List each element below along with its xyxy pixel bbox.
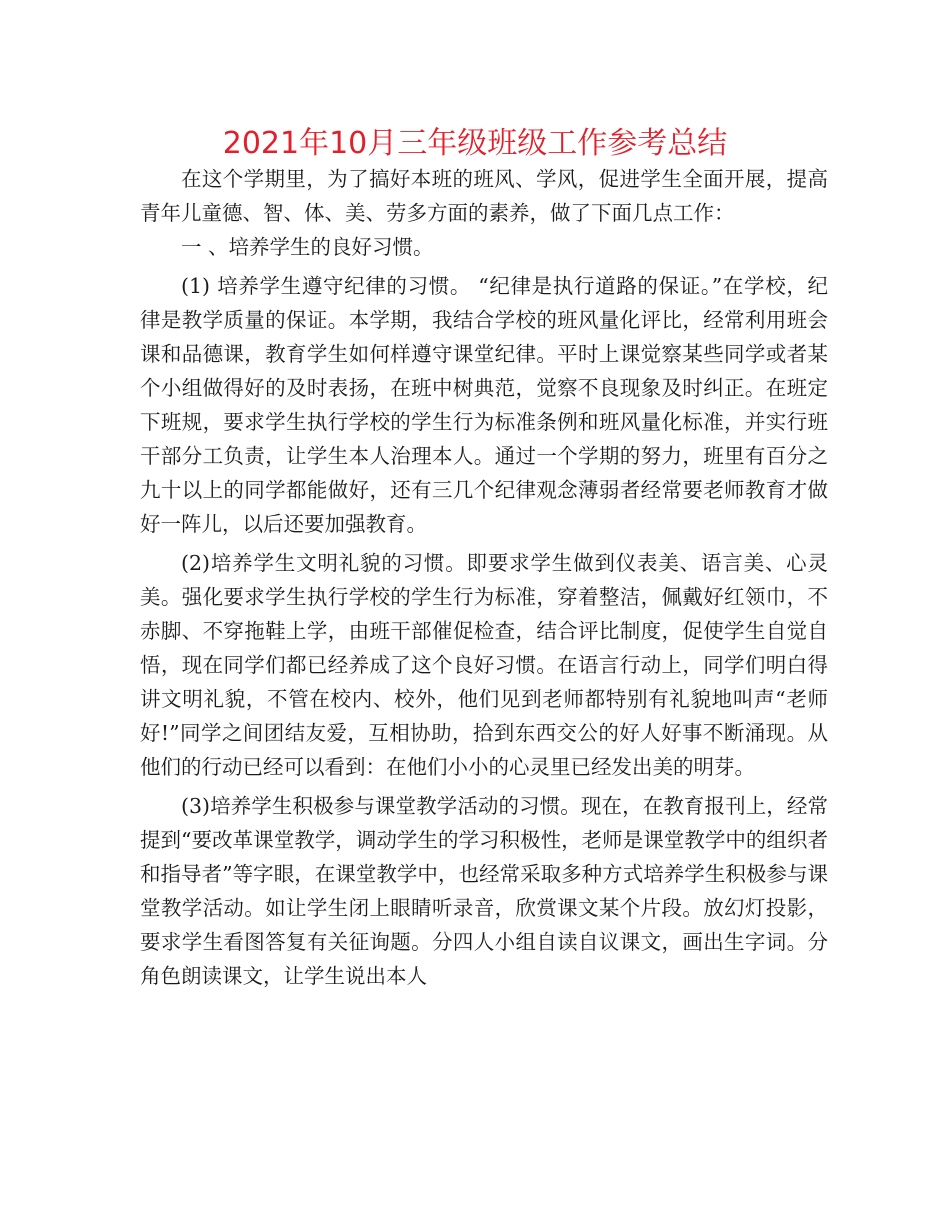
discipline-paragraph: (1) 培养学生遵守纪律的习惯。 “纪律是执行道路的保证。”在学校，纪律是教学质量的保证。本学期，我结合学校的班风量化评比，经常利用班会课和品德课，教育学生如何样遵守课堂纪律。平时上课觉察某些同学或者某个小组做得好的及时表扬，在班中树典范，觉察不良现象及时纠正。在班定下班规，要求学生执行学校的学生行为标准条例和班风量化标准，并实行班干部分工负责，让学生本人治理本人。通过一个学期的努力，班里有百分之九十以上的同学都能做好，还有三几个纪律观念薄弱者经常要老师教育才做好一阵儿，以后还要加强教育。 [140, 274, 828, 536]
intro-paragraph: 在这个学期里，为了搞好本班的班风、学风，促进学生全面开展，提高青年儿童德、智、体、美、劳多方面的素养，做了下面几点工作： [140, 167, 828, 225]
document-title: 2021年10月三年级班级工作参考总结 [222, 126, 728, 161]
manners-paragraph: (2)培养学生文明礼貌的习惯。即要求学生做到仪表美、语言美、心灵美。强化要求学生执行学校的学生行为标准，穿着整洁，佩戴好红领巾，不赤脚、不穿拖鞋上学，由班干部催促检查，结合评比制度，促使学生自觉自悟，现在同学们都已经养成了这个良好习惯。在语言行动上，同学们明白得讲文明礼貌，不管在校内、校外，他们见到老师都特别有礼貌地叫声“老师好!”同学之间团结友爱，互相协助，拾到东西交公的好人好事不断涌现。从他们的行动已经可以看到：在他们小小的心灵里已经发出美的明芽。 [140, 551, 828, 779]
section-heading: 一 、培养学生的良好习惯。 [181, 235, 434, 259]
document-body [140, 162, 828, 993]
participation-paragraph: (3)培养学生积极参与课堂教学活动的习惯。现在，在教育报刊上，经常提到“要改革课堂教学，调动学生的学习积极性，老师是课堂教学中的组织者和指导者”等字眼，在课堂教学中，也经常采取多种方式培养学生积极参与课堂教学活动。如让学生闭上眼睛听录音，欣赏课文某个片段。放幻灯投影，要求学生看图答复有关征询题。分四人小组自读自议课文，画出生字词。分角色朗读课文，让学生说出本人 [140, 794, 828, 988]
